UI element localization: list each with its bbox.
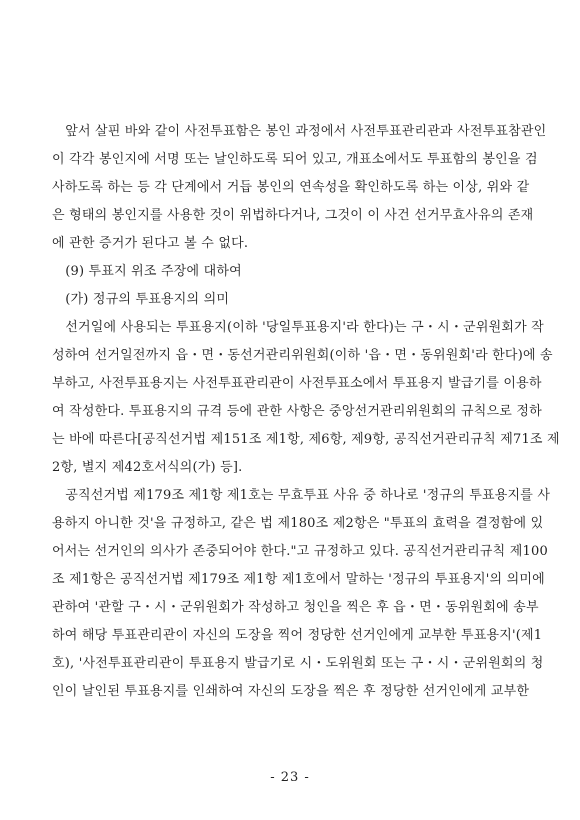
body-text-line: 사하도록 하는 등 각 단계에서 거듭 봉인의 연속성을 확인하도록 하는 이상, 위와 같 (52, 180, 530, 195)
page-number: - 23 - (270, 770, 310, 785)
body-text-line: 호), '사전투표관리관이 투표용지 발급기로 시・도위원회 또는 구・시・군위원회의 청 (52, 656, 544, 671)
body-text-line: 관하여 '관할 구・시・군위원회가 작성하고 청인을 찍은 후 읍・면・동위원회에 송부 (52, 600, 539, 615)
body-text-line: 인이 날인된 투표용지를 인쇄하여 자신의 도장을 찍은 후 정당한 선거인에게 교부한 (52, 684, 530, 699)
body-text-line: 은 형태의 봉인지를 사용한 것이 위법하다거나, 그것이 이 사건 선거무효사유의 존재 (52, 208, 534, 223)
body-text-line: 부하고, 사전투표용지는 사전투표관리관이 사전투표소에서 투표용지 발급기를 이용하 (52, 376, 542, 391)
body-text-line: 성하여 선거일전까지 읍・면・동선거관리위원회(이하 '읍・면・동위원회'라 한다)에 송 (52, 348, 553, 363)
body-text-line: 여 작성한다. 투표용지의 규격 등에 관한 사항은 중앙선거관리위원회의 규칙으로 정하 (52, 404, 542, 419)
body-text-line: 조 제1항은 공직선거법 제179조 제1항 제1호에서 말하는 '정규의 투표용지'의 의미에 (52, 572, 545, 587)
body-text-line: 앞서 살핀 바와 같이 사전투표함은 봉인 과정에서 사전투표관리관과 사전투표참관인 (52, 124, 547, 139)
body-text-line: 용하지 아니한 것'을 규정하고, 같은 법 제180조 제2항은 "투표의 효력을 결정함에 있 (52, 516, 544, 531)
body-text-line: 에 관한 증거가 된다고 볼 수 없다. (52, 236, 249, 251)
section-heading: (9) 투표지 위조 주장에 대하여 (52, 264, 242, 279)
body-text-line: 하여 해당 투표관리관이 자신의 도장을 찍어 정당한 선거인에게 교부한 투표용지'(제1 (52, 628, 543, 643)
body-text-line: 이 각각 봉인지에 서명 또는 날인하도록 되어 있고, 개표소에서도 투표함의 봉인을 검 (52, 152, 538, 167)
body-text-line: 2항, 별지 제42호서식의(가) 등]. (52, 460, 243, 475)
body-text-line: 공직선거법 제179조 제1항 제1호는 무효투표 사유 중 하나로 '정규의 투표용지를 사 (52, 488, 551, 503)
subsection-heading: (가) 정규의 투표용지의 의미 (52, 292, 230, 307)
body-text-line: 선거일에 사용되는 투표용지(이하 '당일투표용지'라 한다)는 구・시・군위원회가 작 (52, 320, 544, 335)
body-text-line: 어서는 선거인의 의사가 존중되어야 한다."고 규정하고 있다. 공직선거관리규칙 제100 (52, 544, 548, 559)
body-text-line: 는 바에 따른다[공직선거법 제151조 제1항, 제6항, 제9항, 공직선거관리규칙 제71조 제 (52, 432, 560, 447)
